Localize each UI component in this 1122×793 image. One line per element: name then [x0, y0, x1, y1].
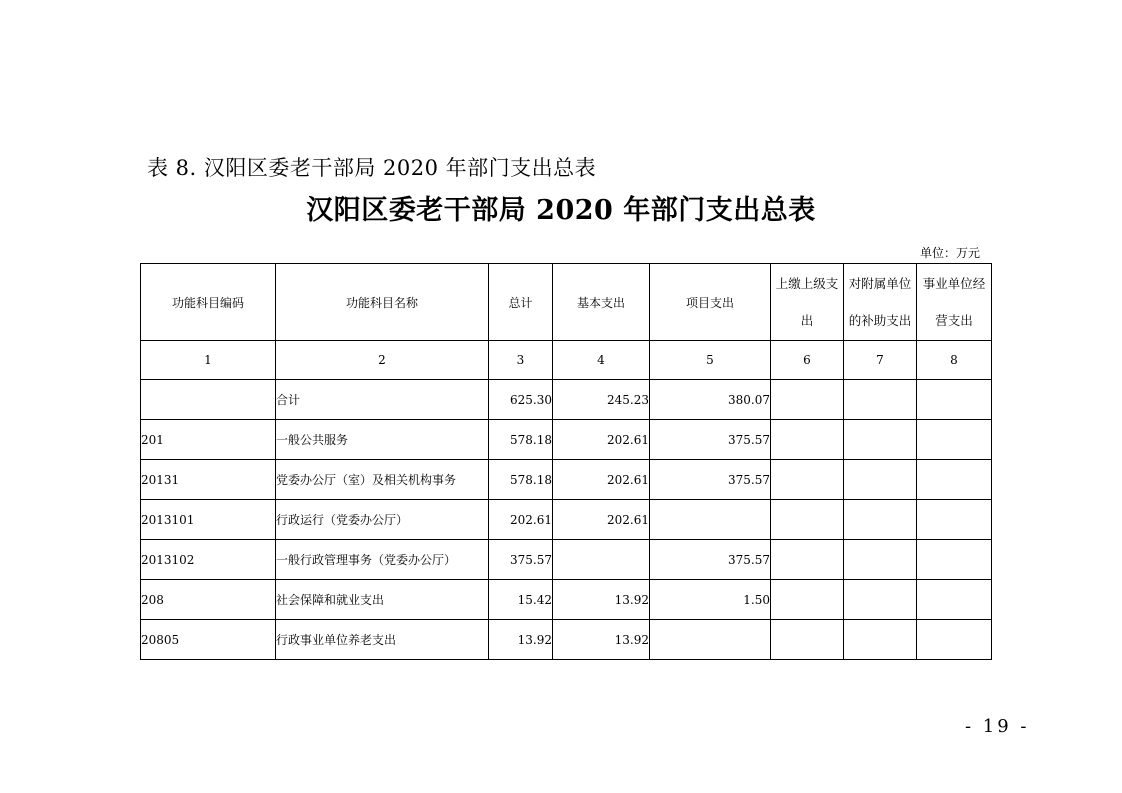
subsidy-cell [844, 580, 917, 620]
code-cell: 20805 [141, 620, 276, 660]
project-cell [650, 500, 771, 540]
project-cell [650, 620, 771, 660]
total-cell: 625.30 [489, 380, 553, 420]
index-cell: 2 [276, 341, 489, 380]
project-cell: 375.57 [650, 460, 771, 500]
name-cell: 一般行政管理事务（党委办公厅） [276, 540, 489, 580]
business-cell [917, 620, 992, 660]
upper-cell [771, 380, 844, 420]
table-row [141, 620, 992, 660]
upper-cell [771, 460, 844, 500]
expenditure-table [140, 263, 992, 660]
page-title: 汉阳区委老干部局 2020 年部门支出总表 [306, 195, 816, 226]
basic-cell: 202.61 [553, 500, 650, 540]
total-cell: 375.57 [489, 540, 553, 580]
index-cell: 5 [650, 341, 771, 380]
header-cell: 功能科目编码 [141, 264, 276, 341]
header-row [141, 264, 992, 341]
business-cell [917, 580, 992, 620]
upper-cell [771, 500, 844, 540]
page-number: - 19 - [965, 716, 1030, 737]
table-row [141, 460, 992, 500]
name-cell: 行政运行（党委办公厅） [276, 500, 489, 540]
header-cell: 基本支出 [553, 264, 650, 341]
index-cell: 3 [489, 341, 553, 380]
table-row [141, 420, 992, 460]
header-cell: 上缴上级支出 [771, 264, 844, 341]
index-cell: 8 [917, 341, 992, 380]
table-caption: 表 8. 汉阳区委老干部局 2020 年部门支出总表 [147, 156, 597, 180]
business-cell [917, 380, 992, 420]
total-cell: 578.18 [489, 460, 553, 500]
subsidy-cell [844, 620, 917, 660]
code-cell: 20131 [141, 460, 276, 500]
project-cell: 380.07 [650, 380, 771, 420]
basic-cell: 13.92 [553, 580, 650, 620]
name-cell: 合计 [276, 380, 489, 420]
subsidy-cell [844, 500, 917, 540]
code-cell: 2013101 [141, 500, 276, 540]
name-cell: 党委办公厅（室）及相关机构事务 [276, 460, 489, 500]
basic-cell: 13.92 [553, 620, 650, 660]
name-cell: 一般公共服务 [276, 420, 489, 460]
index-cell: 4 [553, 341, 650, 380]
subsidy-cell [844, 380, 917, 420]
header-cell: 项目支出 [650, 264, 771, 341]
code-cell [141, 380, 276, 420]
upper-cell [771, 620, 844, 660]
header-cell: 功能科目名称 [276, 264, 489, 341]
code-cell: 208 [141, 580, 276, 620]
index-cell: 1 [141, 341, 276, 380]
unit-label: 单位：万元 [920, 246, 981, 260]
header-cell: 对附属单位的补助支出 [844, 264, 917, 341]
project-cell: 375.57 [650, 420, 771, 460]
subsidy-cell [844, 460, 917, 500]
business-cell [917, 420, 992, 460]
table-row [141, 380, 992, 420]
subsidy-cell [844, 540, 917, 580]
total-cell: 578.18 [489, 420, 553, 460]
project-cell: 375.57 [650, 540, 771, 580]
upper-cell [771, 580, 844, 620]
total-cell: 202.61 [489, 500, 553, 540]
code-cell: 2013102 [141, 540, 276, 580]
table-row [141, 540, 992, 580]
basic-cell: 245.23 [553, 380, 650, 420]
index-cell: 6 [771, 341, 844, 380]
header-cell: 总计 [489, 264, 553, 341]
upper-cell [771, 420, 844, 460]
name-cell: 社会保障和就业支出 [276, 580, 489, 620]
business-cell [917, 460, 992, 500]
upper-cell [771, 540, 844, 580]
index-row [141, 341, 992, 380]
code-cell: 201 [141, 420, 276, 460]
table-row [141, 580, 992, 620]
subsidy-cell [844, 420, 917, 460]
total-cell: 13.92 [489, 620, 553, 660]
total-cell: 15.42 [489, 580, 553, 620]
basic-cell [553, 540, 650, 580]
business-cell [917, 540, 992, 580]
name-cell: 行政事业单位养老支出 [276, 620, 489, 660]
index-cell: 7 [844, 341, 917, 380]
project-cell: 1.50 [650, 580, 771, 620]
header-cell: 事业单位经营支出 [917, 264, 992, 341]
basic-cell: 202.61 [553, 460, 650, 500]
basic-cell: 202.61 [553, 420, 650, 460]
table-row [141, 500, 992, 540]
business-cell [917, 500, 992, 540]
